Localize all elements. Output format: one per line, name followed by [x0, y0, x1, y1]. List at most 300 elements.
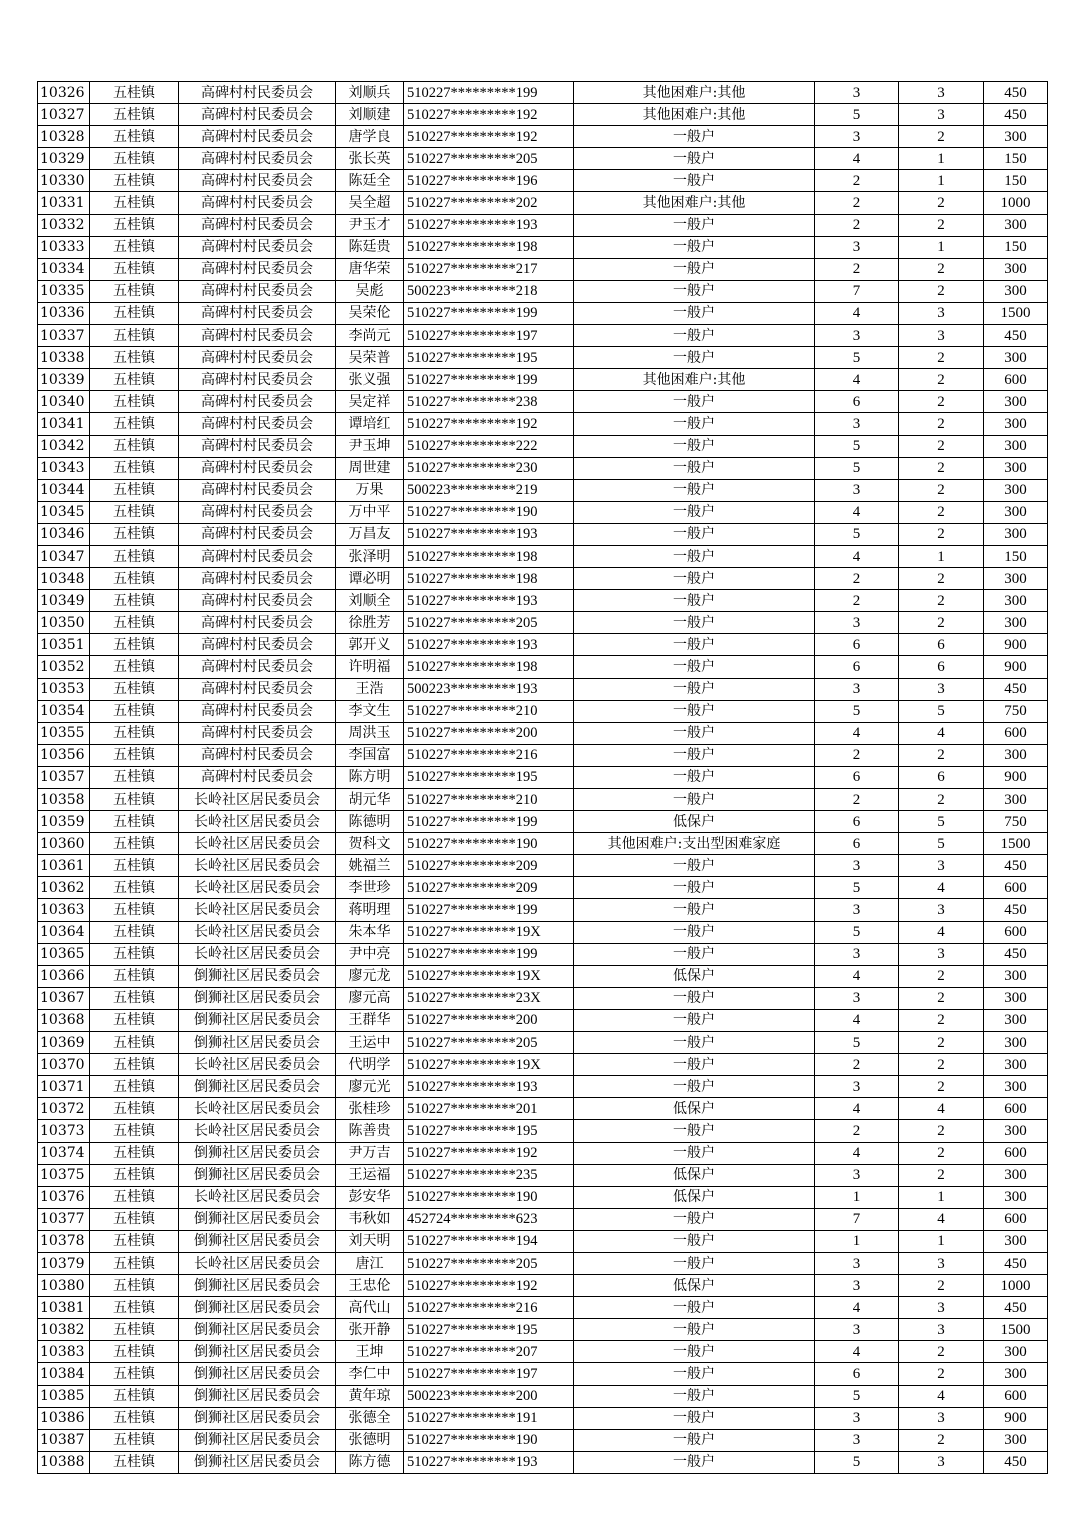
aid-persons-cell: 2 [899, 1363, 984, 1385]
id-number-cell: 510227*********193 [404, 214, 574, 236]
person-name-cell: 许明福 [336, 656, 404, 678]
household-size-cell: 4 [815, 1098, 899, 1120]
household-size-cell: 6 [815, 656, 899, 678]
person-name-cell: 胡元华 [336, 789, 404, 811]
household-type-cell: 一般户 [574, 855, 815, 877]
household-type-cell: 其他困难户:支出型困难家庭 [574, 833, 815, 855]
town-cell: 五桂镇 [90, 1009, 179, 1031]
record-id-cell: 10355 [38, 722, 90, 744]
table-row [38, 943, 1048, 965]
household-type-cell: 一般户 [574, 921, 815, 943]
household-type-cell: 一般户 [574, 214, 815, 236]
id-number-cell: 510227*********216 [404, 1297, 574, 1319]
id-number-cell: 510227*********191 [404, 1407, 574, 1429]
record-id-cell: 10326 [38, 82, 90, 104]
household-size-cell: 2 [815, 258, 899, 280]
aid-persons-cell: 3 [899, 1407, 984, 1429]
record-id-cell: 10356 [38, 744, 90, 766]
amount-cell: 300 [984, 1164, 1048, 1186]
table-row [38, 811, 1048, 833]
id-number-cell: 510227*********210 [404, 700, 574, 722]
amount-cell: 300 [984, 1076, 1048, 1098]
aid-persons-cell: 3 [899, 1319, 984, 1341]
id-number-cell: 510227*********192 [404, 104, 574, 126]
person-name-cell: 万中平 [336, 501, 404, 523]
household-size-cell: 4 [815, 722, 899, 744]
record-id-cell: 10350 [38, 612, 90, 634]
aid-persons-cell: 2 [899, 479, 984, 501]
town-cell: 五桂镇 [90, 280, 179, 302]
person-name-cell: 李文生 [336, 700, 404, 722]
household-type-cell: 一般户 [574, 1341, 815, 1363]
person-name-cell: 张德全 [336, 1407, 404, 1429]
aid-persons-cell: 3 [899, 678, 984, 700]
person-name-cell: 张长英 [336, 148, 404, 170]
amount-cell: 1000 [984, 192, 1048, 214]
person-name-cell: 黄年琼 [336, 1385, 404, 1407]
committee-cell: 长岭社区居民委员会 [179, 1054, 336, 1076]
household-size-cell: 3 [815, 82, 899, 104]
table-row [38, 656, 1048, 678]
aid-persons-cell: 2 [899, 1429, 984, 1451]
table-row [38, 1032, 1048, 1054]
id-number-cell: 510227*********195 [404, 766, 574, 788]
household-type-cell: 一般户 [574, 1363, 815, 1385]
household-size-cell: 2 [815, 1054, 899, 1076]
table-row [38, 126, 1048, 148]
aid-persons-cell: 2 [899, 192, 984, 214]
table-row [38, 987, 1048, 1009]
committee-cell: 高碑村村民委员会 [179, 523, 336, 545]
committee-cell: 倒狮社区居民委员会 [179, 1429, 336, 1451]
household-type-cell: 一般户 [574, 1429, 815, 1451]
amount-cell: 300 [984, 789, 1048, 811]
household-size-cell: 5 [815, 1451, 899, 1473]
aid-persons-cell: 1 [899, 170, 984, 192]
record-id-cell: 10385 [38, 1385, 90, 1407]
amount-cell: 300 [984, 568, 1048, 590]
id-number-cell: 510227*********19X [404, 921, 574, 943]
table-row [38, 1341, 1048, 1363]
record-id-cell: 10341 [38, 413, 90, 435]
committee-cell: 倒狮社区居民委员会 [179, 1230, 336, 1252]
person-name-cell: 尹中亮 [336, 943, 404, 965]
person-name-cell: 尹玉才 [336, 214, 404, 236]
household-size-cell: 5 [815, 921, 899, 943]
record-id-cell: 10358 [38, 789, 90, 811]
record-id-cell: 10357 [38, 766, 90, 788]
household-size-cell: 5 [815, 700, 899, 722]
person-name-cell: 王群华 [336, 1009, 404, 1031]
household-type-cell: 一般户 [574, 523, 815, 545]
household-size-cell: 3 [815, 1164, 899, 1186]
record-id-cell: 10337 [38, 325, 90, 347]
town-cell: 五桂镇 [90, 501, 179, 523]
record-id-cell: 10342 [38, 435, 90, 457]
person-name-cell: 姚福兰 [336, 855, 404, 877]
record-id-cell: 10332 [38, 214, 90, 236]
person-name-cell: 刘顺兵 [336, 82, 404, 104]
amount-cell: 300 [984, 1054, 1048, 1076]
household-size-cell: 6 [815, 391, 899, 413]
household-size-cell: 2 [815, 568, 899, 590]
amount-cell: 450 [984, 855, 1048, 877]
table-row [38, 302, 1048, 324]
aid-persons-cell: 2 [899, 501, 984, 523]
person-name-cell: 陈方明 [336, 766, 404, 788]
committee-cell: 长岭社区居民委员会 [179, 899, 336, 921]
household-size-cell: 5 [815, 104, 899, 126]
town-cell: 五桂镇 [90, 148, 179, 170]
household-type-cell: 一般户 [574, 347, 815, 369]
aid-persons-cell: 3 [899, 855, 984, 877]
person-name-cell: 刘顺建 [336, 104, 404, 126]
aid-persons-cell: 2 [899, 987, 984, 1009]
aid-persons-cell: 6 [899, 656, 984, 678]
table-row [38, 877, 1048, 899]
record-id-cell: 10387 [38, 1429, 90, 1451]
person-name-cell: 吴全超 [336, 192, 404, 214]
household-size-cell: 2 [815, 789, 899, 811]
aid-persons-cell: 2 [899, 435, 984, 457]
committee-cell: 高碑村村民委员会 [179, 744, 336, 766]
table-row [38, 1208, 1048, 1230]
table-row [38, 501, 1048, 523]
table-row [38, 1363, 1048, 1385]
aid-persons-cell: 6 [899, 766, 984, 788]
person-name-cell: 廖元龙 [336, 965, 404, 987]
record-id-cell: 10381 [38, 1297, 90, 1319]
town-cell: 五桂镇 [90, 192, 179, 214]
committee-cell: 高碑村村民委员会 [179, 126, 336, 148]
town-cell: 五桂镇 [90, 722, 179, 744]
household-type-cell: 一般户 [574, 1208, 815, 1230]
amount-cell: 750 [984, 811, 1048, 833]
household-size-cell: 2 [815, 744, 899, 766]
household-type-cell: 一般户 [574, 170, 815, 192]
record-id-cell: 10371 [38, 1076, 90, 1098]
table-row [38, 855, 1048, 877]
committee-cell: 高碑村村民委员会 [179, 302, 336, 324]
amount-cell: 300 [984, 479, 1048, 501]
amount-cell: 600 [984, 1142, 1048, 1164]
person-name-cell: 廖元光 [336, 1076, 404, 1098]
record-id-cell: 10343 [38, 457, 90, 479]
person-name-cell: 陈方德 [336, 1451, 404, 1473]
town-cell: 五桂镇 [90, 1275, 179, 1297]
household-type-cell: 一般户 [574, 899, 815, 921]
id-number-cell: 510227*********193 [404, 1076, 574, 1098]
town-cell: 五桂镇 [90, 1297, 179, 1319]
town-cell: 五桂镇 [90, 413, 179, 435]
record-id-cell: 10329 [38, 148, 90, 170]
record-id-cell: 10375 [38, 1164, 90, 1186]
committee-cell: 高碑村村民委员会 [179, 413, 336, 435]
committee-cell: 倒狮社区居民委员会 [179, 1319, 336, 1341]
person-name-cell: 唐华荣 [336, 258, 404, 280]
household-size-cell: 2 [815, 192, 899, 214]
amount-cell: 300 [984, 744, 1048, 766]
record-id-cell: 10336 [38, 302, 90, 324]
town-cell: 五桂镇 [90, 1363, 179, 1385]
record-id-cell: 10374 [38, 1142, 90, 1164]
household-type-cell: 一般户 [574, 1319, 815, 1341]
household-type-cell: 一般户 [574, 700, 815, 722]
household-type-cell: 一般户 [574, 126, 815, 148]
record-id-cell: 10346 [38, 523, 90, 545]
id-number-cell: 510227*********198 [404, 656, 574, 678]
household-size-cell: 7 [815, 1208, 899, 1230]
committee-cell: 倒狮社区居民委员会 [179, 1142, 336, 1164]
town-cell: 五桂镇 [90, 612, 179, 634]
household-type-cell: 一般户 [574, 302, 815, 324]
amount-cell: 600 [984, 1098, 1048, 1120]
table-row [38, 1297, 1048, 1319]
town-cell: 五桂镇 [90, 170, 179, 192]
household-size-cell: 3 [815, 1407, 899, 1429]
household-size-cell: 1 [815, 1230, 899, 1252]
aid-persons-cell: 2 [899, 590, 984, 612]
town-cell: 五桂镇 [90, 1032, 179, 1054]
town-cell: 五桂镇 [90, 1164, 179, 1186]
amount-cell: 300 [984, 501, 1048, 523]
record-id-cell: 10330 [38, 170, 90, 192]
aid-persons-cell: 2 [899, 1076, 984, 1098]
id-number-cell: 510227*********207 [404, 1341, 574, 1363]
table-row [38, 590, 1048, 612]
person-name-cell: 王坤 [336, 1341, 404, 1363]
household-size-cell: 4 [815, 369, 899, 391]
committee-cell: 高碑村村民委员会 [179, 391, 336, 413]
town-cell: 五桂镇 [90, 833, 179, 855]
household-type-cell: 一般户 [574, 877, 815, 899]
id-number-cell: 510227*********190 [404, 501, 574, 523]
aid-persons-cell: 2 [899, 391, 984, 413]
household-type-cell: 一般户 [574, 1230, 815, 1252]
table-row [38, 479, 1048, 501]
town-cell: 五桂镇 [90, 1120, 179, 1142]
amount-cell: 900 [984, 656, 1048, 678]
household-size-cell: 4 [815, 545, 899, 567]
committee-cell: 高碑村村民委员会 [179, 612, 336, 634]
id-number-cell: 510227*********217 [404, 258, 574, 280]
household-size-cell: 1 [815, 1186, 899, 1208]
record-id-cell: 10334 [38, 258, 90, 280]
id-number-cell: 510227*********200 [404, 722, 574, 744]
town-cell: 五桂镇 [90, 302, 179, 324]
town-cell: 五桂镇 [90, 678, 179, 700]
amount-cell: 300 [984, 523, 1048, 545]
household-type-cell: 一般户 [574, 766, 815, 788]
id-number-cell: 510227*********202 [404, 192, 574, 214]
household-type-cell: 低保户 [574, 1186, 815, 1208]
aid-persons-cell: 2 [899, 1275, 984, 1297]
table-row [38, 148, 1048, 170]
id-number-cell: 510227*********196 [404, 170, 574, 192]
aid-persons-cell: 4 [899, 722, 984, 744]
town-cell: 五桂镇 [90, 369, 179, 391]
aid-persons-cell: 2 [899, 1009, 984, 1031]
household-type-cell: 其他困难户:其他 [574, 104, 815, 126]
amount-cell: 300 [984, 987, 1048, 1009]
committee-cell: 倒狮社区居民委员会 [179, 1341, 336, 1363]
town-cell: 五桂镇 [90, 435, 179, 457]
household-type-cell: 一般户 [574, 325, 815, 347]
household-size-cell: 5 [815, 523, 899, 545]
record-id-cell: 10388 [38, 1451, 90, 1473]
amount-cell: 300 [984, 1429, 1048, 1451]
committee-cell: 高碑村村民委员会 [179, 678, 336, 700]
person-name-cell: 张义强 [336, 369, 404, 391]
amount-cell: 300 [984, 413, 1048, 435]
household-type-cell: 一般户 [574, 391, 815, 413]
household-type-cell: 一般户 [574, 280, 815, 302]
town-cell: 五桂镇 [90, 987, 179, 1009]
person-name-cell: 李世珍 [336, 877, 404, 899]
amount-cell: 450 [984, 1297, 1048, 1319]
town-cell: 五桂镇 [90, 634, 179, 656]
id-number-cell: 510227*********209 [404, 855, 574, 877]
person-name-cell: 代明学 [336, 1054, 404, 1076]
town-cell: 五桂镇 [90, 126, 179, 148]
id-number-cell: 510227*********199 [404, 82, 574, 104]
town-cell: 五桂镇 [90, 258, 179, 280]
id-number-cell: 500223*********193 [404, 678, 574, 700]
table-row [38, 921, 1048, 943]
town-cell: 五桂镇 [90, 1186, 179, 1208]
aid-persons-cell: 6 [899, 634, 984, 656]
committee-cell: 高碑村村民委员会 [179, 192, 336, 214]
aid-persons-cell: 1 [899, 236, 984, 258]
table-row [38, 280, 1048, 302]
town-cell: 五桂镇 [90, 104, 179, 126]
table-row [38, 104, 1048, 126]
id-number-cell: 510227*********198 [404, 545, 574, 567]
committee-cell: 长岭社区居民委员会 [179, 1186, 336, 1208]
household-size-cell: 4 [815, 1297, 899, 1319]
person-name-cell: 刘顺全 [336, 590, 404, 612]
amount-cell: 600 [984, 877, 1048, 899]
id-number-cell: 510227*********199 [404, 302, 574, 324]
table-row [38, 435, 1048, 457]
id-number-cell: 510227*********195 [404, 1319, 574, 1341]
town-cell: 五桂镇 [90, 82, 179, 104]
record-id-cell: 10376 [38, 1186, 90, 1208]
aid-persons-cell: 2 [899, 214, 984, 236]
committee-cell: 高碑村村民委员会 [179, 148, 336, 170]
table-row [38, 214, 1048, 236]
record-id-cell: 10364 [38, 921, 90, 943]
town-cell: 五桂镇 [90, 457, 179, 479]
person-name-cell: 彭安华 [336, 1186, 404, 1208]
town-cell: 五桂镇 [90, 899, 179, 921]
town-cell: 五桂镇 [90, 656, 179, 678]
record-id-cell: 10331 [38, 192, 90, 214]
committee-cell: 长岭社区居民委员会 [179, 811, 336, 833]
household-type-cell: 低保户 [574, 1164, 815, 1186]
person-name-cell: 高代山 [336, 1297, 404, 1319]
record-id-cell: 10361 [38, 855, 90, 877]
aid-persons-cell: 2 [899, 1164, 984, 1186]
aid-persons-cell: 2 [899, 126, 984, 148]
id-number-cell: 510227*********190 [404, 1429, 574, 1451]
table-row [38, 170, 1048, 192]
household-type-cell: 低保户 [574, 811, 815, 833]
aid-persons-cell: 3 [899, 899, 984, 921]
id-number-cell: 510227*********193 [404, 590, 574, 612]
record-id-cell: 10380 [38, 1275, 90, 1297]
aid-persons-cell: 2 [899, 369, 984, 391]
household-size-cell: 5 [815, 347, 899, 369]
id-number-cell: 452724*********623 [404, 1208, 574, 1230]
aid-persons-cell: 5 [899, 700, 984, 722]
town-cell: 五桂镇 [90, 1098, 179, 1120]
record-id-cell: 10378 [38, 1230, 90, 1252]
amount-cell: 450 [984, 1252, 1048, 1274]
committee-cell: 倒狮社区居民委员会 [179, 1297, 336, 1319]
id-number-cell: 510227*********235 [404, 1164, 574, 1186]
id-number-cell: 510227*********200 [404, 1009, 574, 1031]
household-type-cell: 一般户 [574, 1252, 815, 1274]
amount-cell: 600 [984, 369, 1048, 391]
record-id-cell: 10349 [38, 590, 90, 612]
aid-persons-cell: 5 [899, 811, 984, 833]
records-table [37, 81, 1048, 1474]
id-number-cell: 510227*********199 [404, 369, 574, 391]
household-size-cell: 5 [815, 1385, 899, 1407]
id-number-cell: 510227*********199 [404, 811, 574, 833]
person-name-cell: 张开静 [336, 1319, 404, 1341]
household-size-cell: 4 [815, 1142, 899, 1164]
aid-persons-cell: 2 [899, 347, 984, 369]
table-row [38, 1076, 1048, 1098]
person-name-cell: 蒋明理 [336, 899, 404, 921]
aid-persons-cell: 2 [899, 744, 984, 766]
committee-cell: 高碑村村民委员会 [179, 347, 336, 369]
household-size-cell: 2 [815, 214, 899, 236]
aid-persons-cell: 2 [899, 1341, 984, 1363]
table-row [38, 82, 1048, 104]
town-cell: 五桂镇 [90, 789, 179, 811]
record-id-cell: 10368 [38, 1009, 90, 1031]
person-name-cell: 张泽明 [336, 545, 404, 567]
household-type-cell: 低保户 [574, 1275, 815, 1297]
aid-persons-cell: 1 [899, 1230, 984, 1252]
record-id-cell: 10344 [38, 479, 90, 501]
aid-persons-cell: 3 [899, 82, 984, 104]
table-row [38, 1164, 1048, 1186]
household-size-cell: 5 [815, 1032, 899, 1054]
person-name-cell: 郭开义 [336, 634, 404, 656]
id-number-cell: 510227*********205 [404, 1032, 574, 1054]
amount-cell: 600 [984, 722, 1048, 744]
id-number-cell: 510227*********197 [404, 325, 574, 347]
record-id-cell: 10328 [38, 126, 90, 148]
committee-cell: 长岭社区居民委员会 [179, 877, 336, 899]
town-cell: 五桂镇 [90, 811, 179, 833]
household-size-cell: 3 [815, 479, 899, 501]
amount-cell: 750 [984, 700, 1048, 722]
town-cell: 五桂镇 [90, 479, 179, 501]
household-type-cell: 一般户 [574, 987, 815, 1009]
household-size-cell: 6 [815, 1363, 899, 1385]
id-number-cell: 510227*********199 [404, 899, 574, 921]
household-type-cell: 一般户 [574, 258, 815, 280]
record-id-cell: 10354 [38, 700, 90, 722]
household-size-cell: 3 [815, 943, 899, 965]
id-number-cell: 510227*********190 [404, 1186, 574, 1208]
household-size-cell: 6 [815, 634, 899, 656]
